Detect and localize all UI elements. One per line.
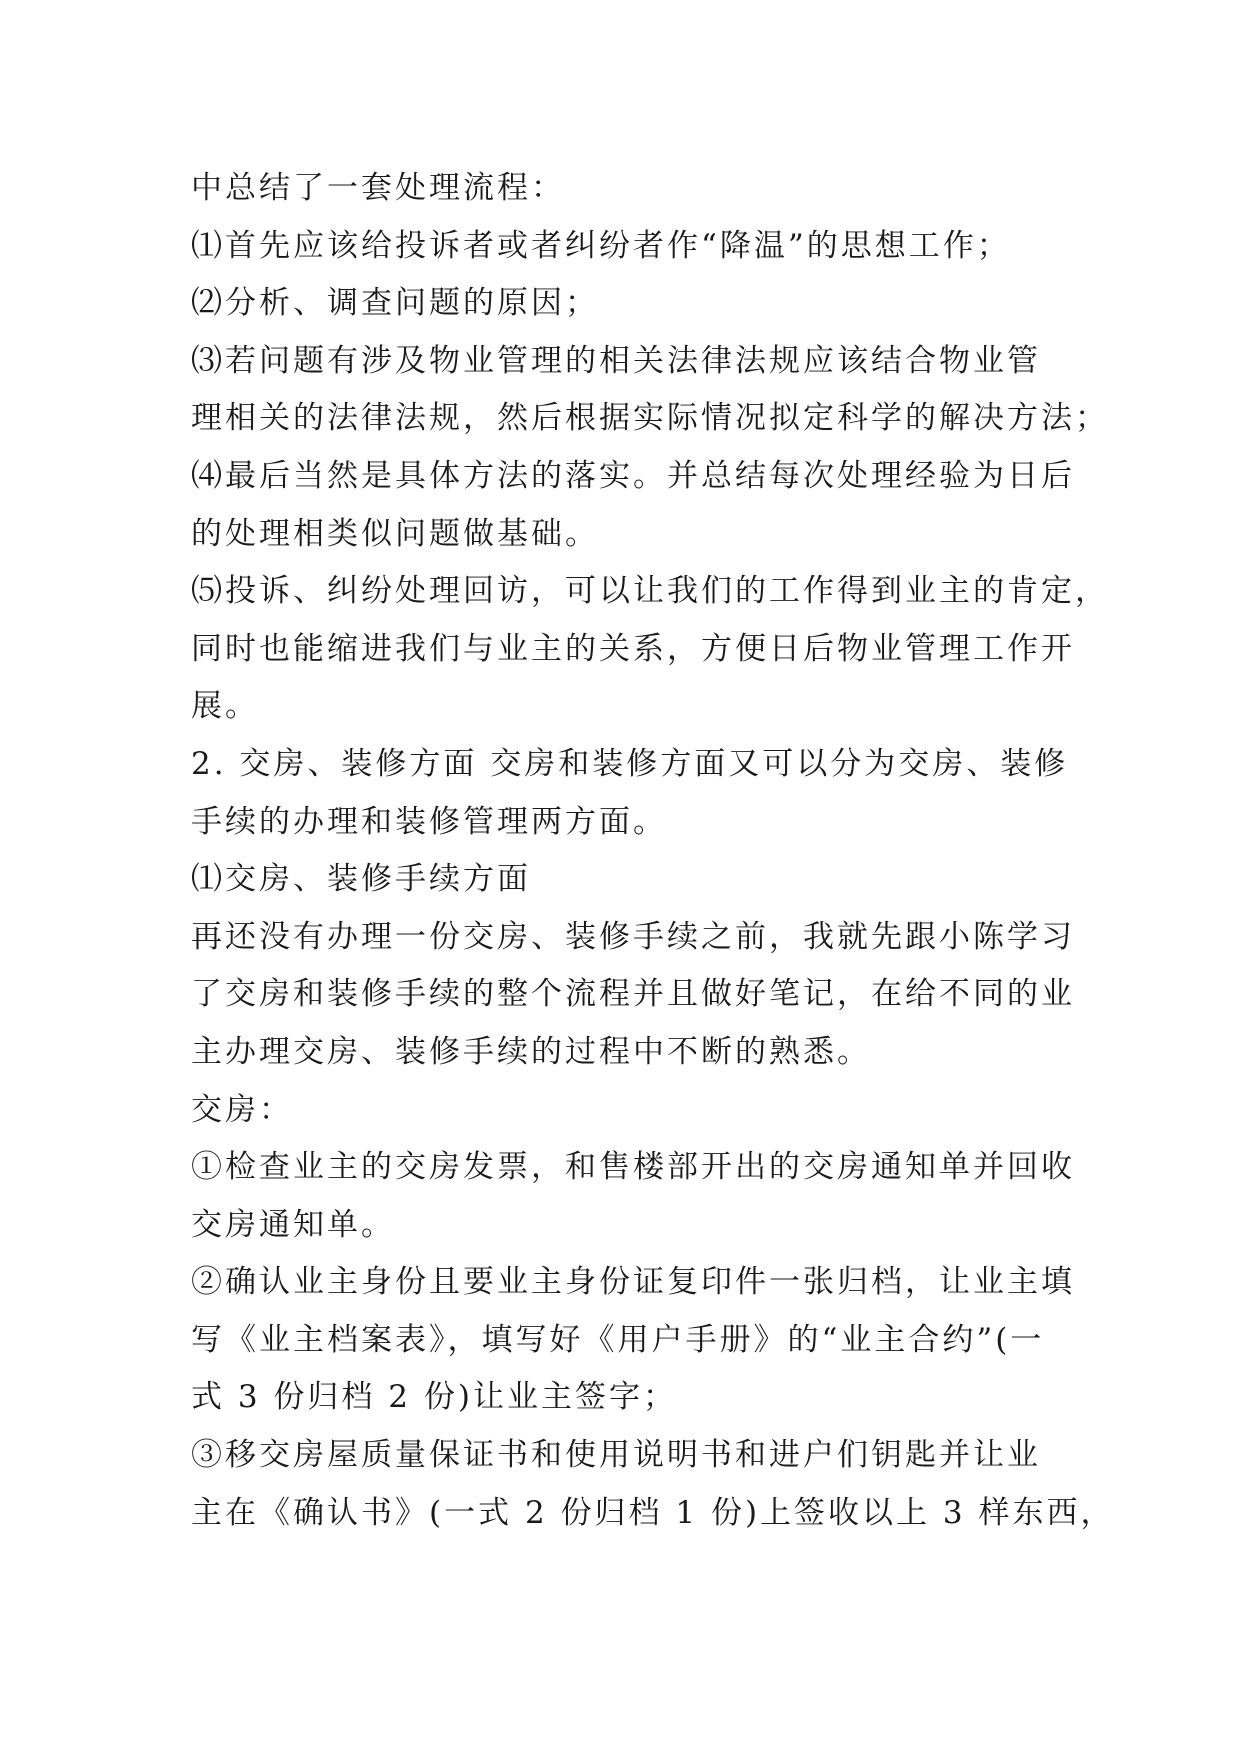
text-line: ①检查业主的交房发票，和售楼部开出的交房通知单并回收: [191, 1149, 1075, 1186]
text-line: 交房通知单。: [191, 1206, 395, 1243]
text-line: ⑵分析、调查问题的原因；: [191, 285, 599, 322]
text-line: ⑴首先应该给投诉者或者纠纷者作“降温”的思想工作；: [191, 227, 1011, 264]
text-line: 了交房和装修手续的整个流程并且做好笔记，在给不同的业: [191, 976, 1075, 1013]
text-line: ⑴交房、装修手续方面: [191, 861, 531, 898]
text-line: 交房：: [191, 1091, 293, 1128]
text-line: ②确认业主身份且要业主身份证复印件一张归档，让业主填: [191, 1264, 1075, 1301]
text-line: 式 3 份归档 2 份)让业主签字；: [191, 1379, 677, 1416]
text-line: 中总结了一套处理流程：: [191, 170, 565, 206]
text-line: 2. 交房、装修方面 交房和装修方面又可以分为交房、装修: [191, 745, 1069, 782]
body-text: [191, 160, 1115, 1542]
text-line: 展。: [191, 688, 259, 725]
text-line: ⑷最后当然是具体方法的落实。并总结每次处理经验为日后: [191, 457, 1075, 494]
text-line: 写《业主档案表》，填写好《用户手册》的“业主合约”(一: [191, 1321, 1045, 1358]
text-line: 同时也能缩进我们与业主的关系，方便日后物业管理工作开: [191, 630, 1075, 667]
text-line: 手续的办理和装修管理两方面。: [191, 803, 667, 840]
text-line: 理相关的法律法规，然后根据实际情况拟定科学的解决方法；: [191, 400, 1109, 437]
text-line: 的处理相类似问题做基础。: [191, 515, 599, 552]
text-line: 主办理交房、装修手续的过程中不断的熟悉。: [191, 1033, 871, 1070]
text-line: 再还没有办理一份交房、装修手续之前，我就先跟小陈学习: [191, 918, 1075, 955]
text-line: 主在《确认书》(一式 2 份归档 1 份)上签收以上 3 样东西，: [191, 1494, 1115, 1531]
text-line: ⑸投诉、纠纷处理回访，可以让我们的工作得到业主的肯定，: [191, 573, 1109, 610]
text-line: ⑶若问题有涉及物业管理的相关法律法规应该结合物业管: [191, 342, 1041, 379]
text-line: ③移交房屋质量保证书和使用说明书和进户们钥匙并让业: [191, 1437, 1041, 1474]
